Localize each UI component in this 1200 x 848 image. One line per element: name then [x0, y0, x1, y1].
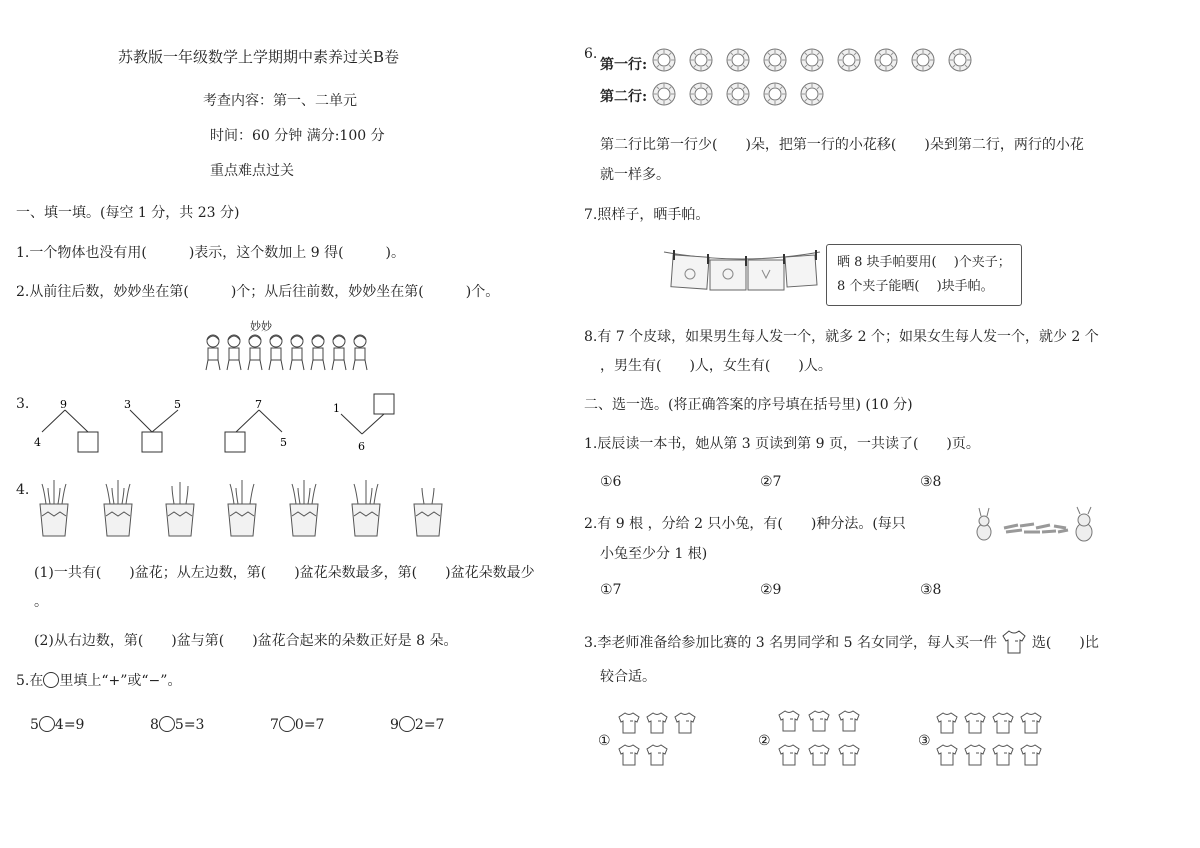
question-5-suffix: 里填上“+”或“−”。 [59, 673, 182, 689]
circle-blank-icon [43, 672, 59, 688]
children-row-illustration [200, 318, 380, 372]
decomp-3-right: 5 [280, 436, 287, 449]
hint-line-2: 8 个夹子能晒( )块手帕。 [837, 279, 994, 294]
q5-item-3-b: 0=7 [294, 717, 325, 733]
question-3-number: 3. [16, 396, 30, 412]
exam-focus: 重点难点过关 [210, 163, 294, 179]
question-7: 7.照样子，晒手帕。 [584, 207, 710, 223]
decomp-2-left: 3 [124, 398, 131, 411]
choice-2-line-2: 小兔至少分 1 根) [600, 546, 708, 562]
decomp-4-left: 1 [333, 402, 340, 415]
choice-2-option-2[interactable]: ②9 [760, 582, 782, 598]
circle-blank-icon[interactable] [279, 716, 295, 732]
q5-item-3-a: 7 [270, 717, 279, 733]
choice-3-option-2-label[interactable]: ② [758, 733, 771, 749]
flower-icon [653, 49, 971, 105]
tshirt-icon [937, 713, 1041, 765]
decomposition-diagrams [28, 392, 408, 456]
question-1: 1.一个物体也没有用( )表示，这个数加上 9 得( )。 [16, 245, 406, 261]
choice-3-option-1-label[interactable]: ① [598, 733, 611, 749]
circle-blank-icon[interactable] [39, 716, 55, 732]
q5-item-4-b: 2=7 [414, 717, 445, 733]
choice-1-option-3[interactable]: ③8 [920, 474, 942, 490]
question-5-prefix: 5.在 [16, 673, 44, 689]
q5-item-3 [270, 716, 324, 733]
decomp-1-left: 4 [34, 436, 41, 449]
question-8-line-2: ，男生有( )人，女生有( )人。 [600, 358, 832, 374]
section-2-heading: 二、选一选。(将正确答案的序号填在括号里) (10 分) [584, 397, 913, 413]
q5-item-2-b: 5=3 [174, 717, 205, 733]
choice-2-line-1: 2.有 9 根 ，分给 2 只小兔，有( )种分法。(每只 [584, 516, 906, 532]
miaomiao-label: 妙妙 [250, 320, 272, 333]
question-5 [16, 670, 181, 690]
question-2: 2.从前往后数，妙妙坐在第( )个；从后往前数，妙妙坐在第( )个。 [16, 284, 500, 300]
choice-3-option-2-tshirts[interactable] [776, 708, 872, 774]
section-1-heading: 一、填一填。(每空 1 分，共 23 分) [16, 205, 240, 221]
question-6-text-2: 就一样多。 [600, 167, 670, 183]
choice-2-option-1[interactable]: ①7 [600, 582, 622, 598]
decomp-1-top: 9 [60, 398, 67, 411]
choice-2-option-3[interactable]: ③8 [920, 582, 942, 598]
q5-item-2-a: 8 [150, 717, 159, 733]
circle-blank-icon[interactable] [159, 716, 175, 732]
choice-3-option-3-tshirts[interactable] [934, 710, 1048, 774]
q5-item-1 [30, 716, 84, 733]
q5-item-4 [390, 716, 444, 733]
q5-item-1-a: 5 [30, 717, 39, 733]
flower-pots-illustration [30, 478, 460, 540]
exam-time: 时间：60 分钟 满分:100 分 [210, 128, 385, 144]
tshirt-icon [1001, 629, 1027, 655]
decomp-2-right: 5 [174, 398, 181, 411]
decomp-3-top: 7 [255, 398, 262, 411]
rabbits-carrots-illustration [970, 506, 1102, 546]
children-icon [200, 318, 380, 372]
choice-3-text-a: 3.李老师准备给参加比赛的 3 名男同学和 5 名女同学，每人买一件 [584, 635, 997, 651]
question-4-number: 4. [16, 482, 30, 498]
choice-1-option-2[interactable]: ②7 [760, 474, 782, 490]
decomp-4-right: 6 [358, 440, 365, 453]
choice-3-line-1 [584, 629, 1099, 655]
question-4-part-1-end: 。 [34, 594, 48, 610]
q5-item-2 [150, 716, 204, 733]
handkerchief-hint-box [826, 244, 1022, 306]
choice-3-text-b: 选( )比 [1031, 635, 1099, 651]
question-6-number: 6. [584, 46, 598, 62]
q5-item-1-b: 4=9 [54, 717, 85, 733]
question-8-line-1: 8.有 7 个皮球，如果男生每人发一个，就多 2 个；如果女生每人发一个，就少 2 个 [584, 329, 1099, 345]
page-title: 苏教版一年级数学上学期期中素养过关B卷 [118, 48, 400, 66]
choice-1: 1.辰辰读一本书，她从第 3 页读到第 9 页，一共读了( )页。 [584, 436, 980, 452]
q5-item-4-a: 9 [390, 717, 399, 733]
row-2-label: 第二行: [600, 89, 648, 105]
choice-1-option-1[interactable]: ①6 [600, 474, 622, 490]
circle-blank-icon[interactable] [399, 716, 415, 732]
choice-3-option-3-label[interactable]: ③ [918, 733, 931, 749]
handkerchief-line-illustration [662, 244, 822, 294]
tshirt-icon [619, 713, 695, 765]
tshirt-icon [779, 711, 859, 765]
choice-3-option-1-tshirts[interactable] [616, 710, 706, 774]
exam-scope: 考查内容：第一、二单元 [203, 93, 357, 109]
row-1-label: 第一行: [600, 57, 648, 73]
question-4-part-1: (1)一共有( )盆花；从左边数，第( )盆花朵数最多，第( )盆花朵数最少 [34, 565, 535, 581]
hint-line-1: 晒 8 块手帕要用( )个夹子； [837, 255, 1011, 270]
choice-3-line-2: 较合适。 [600, 669, 656, 685]
question-6-text-1: 第二行比第一行少( )朵，把第一行的小花移( )朵到第二行，两行的小花 [600, 137, 1084, 153]
question-4-part-2: (2)从右边数，第( )盆与第( )盆花合起来的朵数正好是 8 朵。 [34, 633, 458, 649]
flower-rows-illustration [652, 48, 982, 108]
